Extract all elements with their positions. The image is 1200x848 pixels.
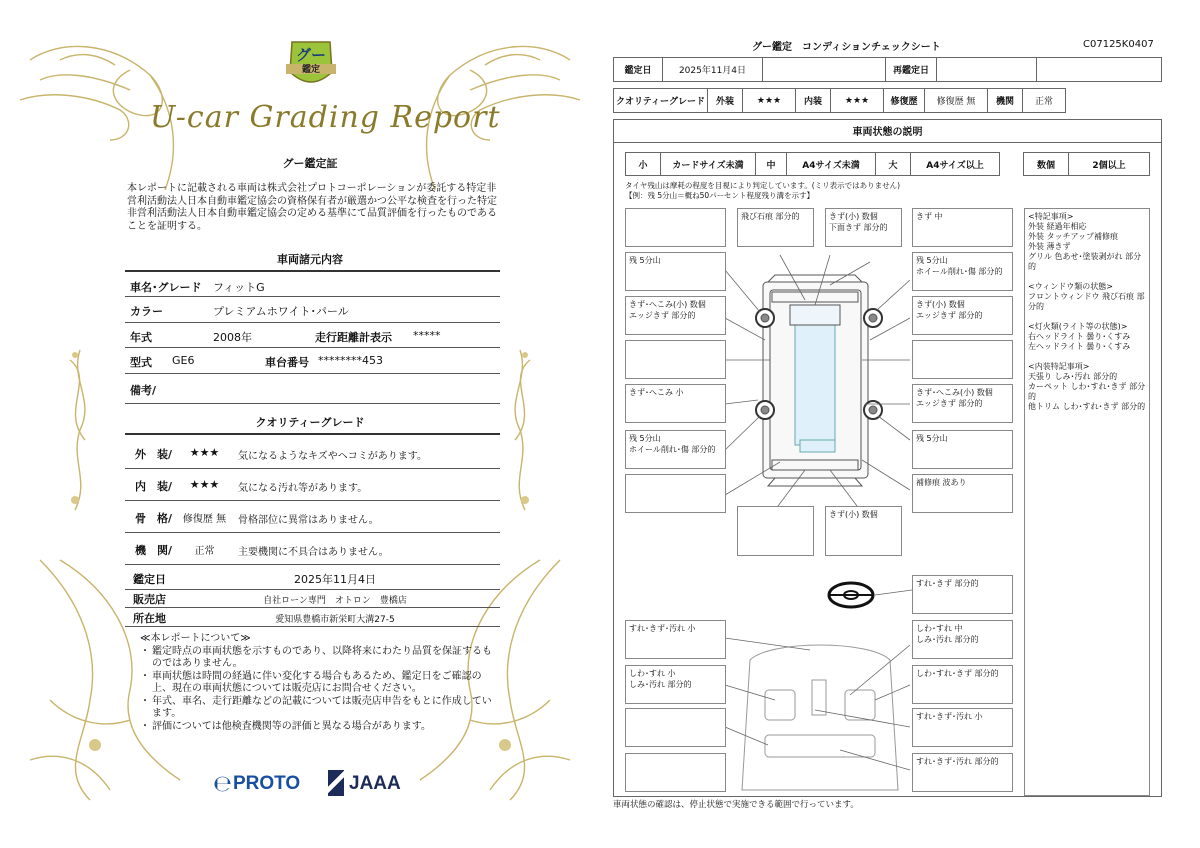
feature-line: 外装 薄きず <box>1028 242 1071 251</box>
interior-damage-box: すれ･きず･汚れ 部分的 <box>912 753 1013 792</box>
specs-title: 車両諸元内容 <box>277 253 343 266</box>
proto-logo-icon: ℮ <box>213 772 232 797</box>
exterior-damage-box: きず･へこみ(小) 数個 エッジきず 部分的 <box>912 384 1013 423</box>
grade-label: 骨 格/ <box>135 512 173 525</box>
exterior-damage-box: 飛び石痕 部分的 <box>737 208 814 247</box>
divider <box>125 532 500 533</box>
certificate-title: グー鑑定証 <box>282 157 338 170</box>
exterior-damage-box: きず･へこみ 小 <box>625 384 726 423</box>
grade-label: クオリティーグレード <box>613 88 708 113</box>
feature-line: 他トリム しわ･すれ･きず 部分的 <box>1028 402 1146 411</box>
engine-label: 機関 <box>987 88 1023 113</box>
grade-value: ★★★ <box>189 478 220 491</box>
color-value: プレミアムホワイト･パール <box>213 305 349 318</box>
date-value: 2025年11月4日 <box>294 573 376 586</box>
legend-count-desc: 2個以上 <box>1068 152 1150 176</box>
tire-note: タイヤ残山は摩耗の程度を目視により判定しています。(ミリ表示ではありません) <box>625 181 901 190</box>
quality-title: クオリティーグレード <box>255 416 365 429</box>
feature-group <box>1028 212 1146 272</box>
proto-logo-text: PROTO <box>233 773 301 794</box>
date-label: 鑑定日 <box>133 573 166 586</box>
redate-value <box>936 57 1037 82</box>
report-script-title: U-car Grading Report <box>150 100 501 135</box>
blank-cell <box>762 57 886 82</box>
divider <box>125 433 500 435</box>
divider <box>125 322 500 323</box>
exterior-damage-box: きず(小) 数個 <box>825 506 902 556</box>
interior-damage-box <box>625 753 726 792</box>
jaaa-logo-text: JAAA <box>349 773 401 794</box>
remarks-label: 備考/ <box>130 384 157 397</box>
divider <box>125 589 500 590</box>
divider <box>125 296 500 297</box>
divider <box>125 347 500 348</box>
note-item: ・ 年式、車名、走行距離などの記載については販売店申告をもとに作成しています。 <box>140 696 500 721</box>
interior-damage-box: すれ･きず 部分的 <box>912 575 1013 614</box>
grade-comment: 気になるようなキズやヘコミがあります。 <box>238 451 427 462</box>
note-item: ・ 鑑定時点の車両状態を示すものであり、以降将来にわたり品質を保証するものではありません。 <box>140 646 500 671</box>
ext-value: ★★★ <box>742 88 796 113</box>
legend-mid: 中 <box>755 152 787 176</box>
goo-logo-subtext: 鑑定 <box>302 65 321 75</box>
grade-label: 機 関/ <box>135 544 173 557</box>
feature-line: フロントウィンドウ 飛び石痕 部分的 <box>1028 292 1145 311</box>
feature-group-title: <特記事項> <box>1028 212 1074 221</box>
exterior-damage-box <box>625 474 726 513</box>
divider <box>125 626 500 627</box>
divider <box>125 607 500 608</box>
certificate-body: 本レポートに記載される車両は株式会社プロトコーポレーションが委託する特定非営利活動法人日本自動車鑑定協会の資格保有者が厳選かつ公平な検査を行った特定非営利活動法人日本自動車鑑定協会の定める基準にて品質評価を行ったものであることを証明する。 <box>127 183 497 232</box>
interior-damage-box: しわ･すれ･きず 部分的 <box>912 665 1013 704</box>
tire-note-example: 【例：残 5分山＝概ね50パーセント程度残り溝を示す】 <box>625 191 815 200</box>
feature-line: グリル 色あせ･塗装剥がれ 部分的 <box>1028 252 1142 271</box>
feature-line: 右ヘッドライト 曇り･くすみ <box>1028 332 1131 341</box>
exterior-damage-box <box>737 506 814 556</box>
redate-label: 再鑑定日 <box>885 57 937 82</box>
engine-value: 正常 <box>1022 88 1066 113</box>
feature-group <box>1028 282 1146 312</box>
mileage-value: ***** <box>413 329 441 342</box>
footer-note: 車両状態の確認は、停止状態で実施できる範囲で行っています。 <box>613 800 859 810</box>
grade-comment: 主要機関に不具合はありません。 <box>238 547 389 558</box>
feature-group-title: <ウィンドウ類の状態> <box>1028 282 1113 291</box>
int-value: ★★★ <box>830 88 884 113</box>
address-value: 愛知県豊橋市新栄町大溝27-5 <box>275 615 395 625</box>
feature-group-title: <内装特記事項> <box>1028 362 1090 371</box>
note-item: ・ 車両状態は時間の経過に伴い変化する場合もあるため、鑑定日をご確認の上、現在の車両状態については販売店にお問合せください。 <box>140 671 500 696</box>
exterior-damage-box <box>625 208 726 247</box>
feature-notes <box>1024 208 1150 796</box>
brand-logos <box>213 770 413 800</box>
report-notes <box>140 633 500 733</box>
model-value: GE6 <box>172 354 195 367</box>
shop-label: 販売店 <box>133 593 166 606</box>
car-name-label: 車名･グレード <box>130 281 202 294</box>
feature-line: 外装 経過年相応 <box>1028 222 1087 231</box>
grade-label: 外 装/ <box>135 448 173 461</box>
shop-value: 自社ローン専門 オトロン 豊橋店 <box>263 596 407 606</box>
divider <box>125 403 500 404</box>
feature-group <box>1028 322 1146 352</box>
exterior-damage-box: 残 5分山 ホイール削れ･傷 部分的 <box>625 430 726 469</box>
exterior-damage-box: 残 5分山 ホイール削れ･傷 部分的 <box>912 252 1013 291</box>
feature-group-title: <灯火類(ライト等の状態)> <box>1028 322 1128 331</box>
note-item: ・ 評価については他検査機関等の評価と異なる場合があります。 <box>140 721 500 734</box>
exterior-damage-box: きず･へこみ(小) 数個 エッジきず 部分的 <box>625 296 726 335</box>
feature-line: カーペット しわ･すれ･きず 部分的 <box>1028 382 1146 401</box>
feature-line: 左ヘッドライト 曇り･くすみ <box>1028 342 1131 351</box>
exterior-damage-box <box>912 340 1013 379</box>
sheet-title: グー鑑定 コンディションチェックシート <box>752 42 941 53</box>
blank-cell <box>1036 57 1162 82</box>
color-label: カラー <box>130 305 163 318</box>
condition-check-sheet <box>600 0 1200 848</box>
exterior-damage-box <box>625 340 726 379</box>
grade-value: 正常 <box>194 546 215 557</box>
year-label: 年式 <box>130 331 152 344</box>
legend-count: 数個 <box>1023 152 1069 176</box>
jaaa-logo-icon <box>328 770 344 796</box>
interior-damage-box: しわ･すれ 中 しみ･汚れ 部分的 <box>912 620 1013 659</box>
interior-damage-box <box>625 708 726 747</box>
model-label: 型式 <box>130 356 152 369</box>
grade-value: 修復歴 無 <box>182 514 227 525</box>
repair-value: 修復歴 無 <box>924 88 988 113</box>
exterior-damage-box: きず 中 <box>912 208 1013 247</box>
goo-logo-text: グー <box>296 46 327 64</box>
year-value: 2008年 <box>213 331 252 344</box>
chassis-label: 車台番号 <box>265 356 309 369</box>
divider <box>125 500 500 501</box>
ext-label: 外装 <box>707 88 743 113</box>
legend-mid-desc: A4サイズ未満 <box>786 152 876 176</box>
feature-group <box>1028 362 1146 412</box>
legend-small: 小 <box>625 152 661 176</box>
int-label: 内装 <box>795 88 831 113</box>
divider <box>125 564 500 565</box>
grade-comment: 気になる汚れ等があります。 <box>238 483 368 494</box>
grade-label: 内 装/ <box>135 480 173 493</box>
grade-comment: 骨格部位に異常はありません。 <box>238 515 379 526</box>
exterior-damage-box: 残 5分山 <box>625 252 726 291</box>
car-name-value: フィットG <box>213 281 265 294</box>
sheet-id: C07125K0407 <box>1083 39 1154 50</box>
date-label: 鑑定日 <box>613 57 663 82</box>
legend-small-desc: カードサイズ未満 <box>660 152 756 176</box>
mileage-label: 走行距離計表示 <box>315 331 392 344</box>
address-label: 所在地 <box>133 612 166 625</box>
repair-label: 修復歴 <box>883 88 925 113</box>
interior-damage-box: しわ･すれ 小 しみ･汚れ 部分的 <box>625 665 726 704</box>
feature-line: 天張り しみ･汚れ 部分的 <box>1028 372 1118 381</box>
date-value: 2025年11月4日 <box>662 57 763 82</box>
divider <box>125 270 500 272</box>
interior-damage-box: すれ･きず･汚れ 小 <box>625 620 726 659</box>
interior-damage-box: すれ･きず･汚れ 小 <box>912 708 1013 747</box>
exterior-damage-box: きず(小) 数個 下面きず 部分的 <box>825 208 902 247</box>
exterior-damage-box: 残 5分山 <box>912 430 1013 469</box>
exterior-damage-box: 補修痕 波あり <box>912 474 1013 513</box>
grade-value: ★★★ <box>189 446 220 459</box>
legend-large-desc: A4サイズ以上 <box>910 152 1000 176</box>
chassis-value: ********453 <box>318 354 383 367</box>
divider <box>125 468 500 469</box>
legend-large: 大 <box>875 152 911 176</box>
feature-line: 外装 タッチアップ補修痕 <box>1028 232 1118 241</box>
notes-title: ≪本レポートについて≫ <box>140 633 251 644</box>
divider <box>125 373 500 374</box>
condition-title: 車両状態の説明 <box>613 119 1162 143</box>
exterior-damage-box: きず(小) 数個 エッジきず 部分的 <box>912 296 1013 335</box>
